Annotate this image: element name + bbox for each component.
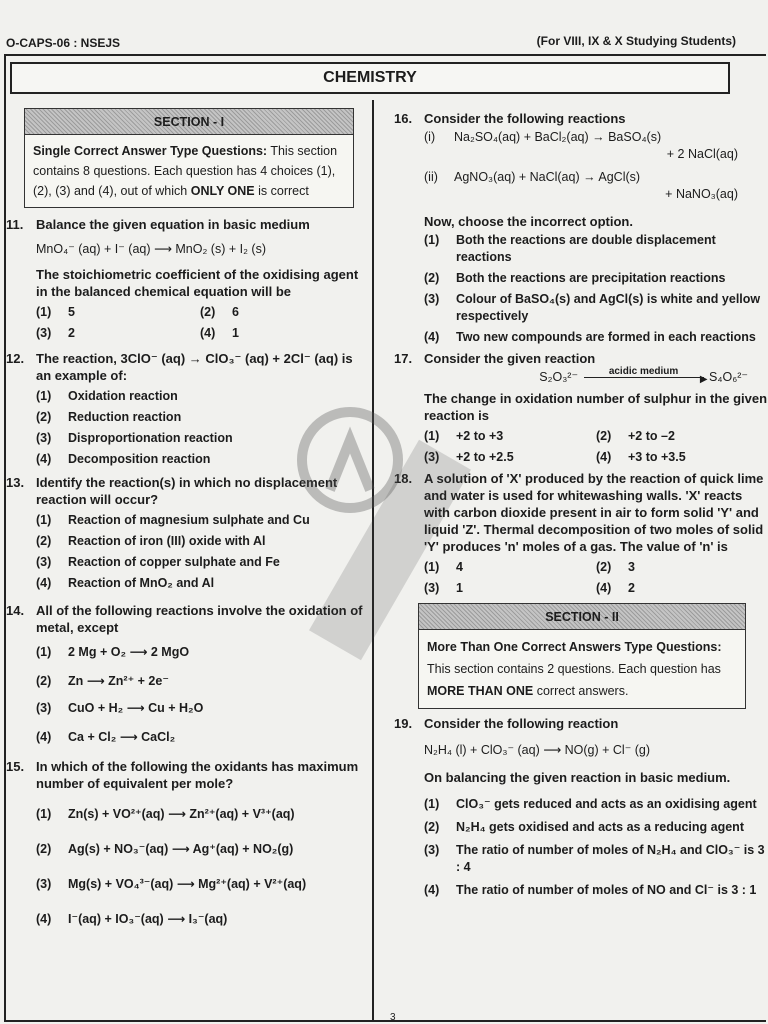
option-3[interactable] (36, 430, 364, 447)
column-divider (372, 100, 374, 1020)
question-text: All of the following reactions involve the oxidation of metal, except (36, 603, 363, 635)
option-number: (4) (596, 581, 612, 595)
option-number: (2) (200, 305, 216, 319)
reaction-continued: + NaNO₃(aq) (665, 187, 738, 201)
option-1[interactable] (424, 559, 596, 576)
subject-title: CHEMISTRY (10, 62, 730, 94)
option-text: +2 to –2 (628, 429, 675, 443)
option-text: Zn ⟶ Zn²⁺ + 2e⁻ (68, 674, 169, 688)
option-1[interactable] (36, 644, 364, 661)
option-number: (1) (36, 305, 52, 319)
option-1[interactable] (36, 304, 200, 321)
option-text: Zn(s) + VO²⁺(aq) ⟶ Zn²⁺(aq) + V³⁺(aq) (68, 807, 295, 821)
option-number: (3) (36, 326, 52, 340)
option-text: Both the reactions are precipitation reactions (456, 271, 726, 285)
arrow: acidic medium ▶ (584, 377, 704, 378)
question-14 (6, 602, 364, 746)
question-text: Consider the given reaction (424, 351, 596, 366)
option-text: Reaction of iron (III) oxide with Al (68, 534, 266, 548)
option-3[interactable] (424, 291, 768, 325)
page-number: 3 (390, 1012, 396, 1023)
reaction-text: Na₂SO₄(aq) + BaCl₂(aq) → BaSO₄(s) (454, 130, 662, 144)
option-2[interactable] (424, 270, 768, 287)
option-number: (4) (36, 576, 52, 590)
option-2[interactable] (596, 559, 768, 576)
option-text: The ratio of number of moles of N₂H₄ and ClO₃⁻ is 3 : 4 (456, 843, 765, 874)
option-text: Reaction of magnesium sulphate and Cu (68, 513, 310, 527)
option-1[interactable] (36, 806, 364, 823)
arrow-condition: acidic medium (608, 366, 679, 378)
option-2[interactable] (424, 819, 768, 836)
question-prompt: Now, choose the incorrect option. (424, 214, 633, 229)
section-1-title: SECTION - I (25, 109, 353, 135)
option-text: Reduction reaction (68, 410, 182, 424)
question-number: 14. (6, 603, 25, 618)
question-number: 17. (394, 351, 413, 366)
left-column (6, 106, 364, 928)
options (394, 428, 768, 466)
option-number: (1) (36, 807, 52, 821)
question-text: A solution of 'X' produced by the reaction of quick lime and water is used for whitewashing walls. 'X' reacts with carbon dioxide present in air to form solid 'Y' and liquid 'Z'. Thermal decomposition of two moles of solid 'Y' produces 'n' moles of a gas. The value of 'n' is (424, 471, 764, 554)
option-text: 3 (628, 560, 635, 574)
section-1-instructions (25, 135, 353, 207)
question-number: 15. (6, 759, 25, 774)
option-text: Ca + Cl₂ ⟶ CaCl₂ (68, 730, 176, 744)
option-text: 5 (68, 305, 75, 319)
option-3[interactable] (36, 700, 364, 717)
section-1-emph: ONLY ONE (190, 184, 255, 198)
option-number: (3) (36, 431, 52, 445)
option-1[interactable] (36, 388, 364, 405)
option-number: (4) (424, 883, 440, 897)
question-number: 19. (394, 716, 413, 731)
option-4[interactable] (424, 329, 768, 346)
options (6, 388, 364, 468)
section-1-desc-end: is correct (258, 184, 309, 198)
option-1[interactable] (36, 512, 364, 529)
question-17 (394, 350, 768, 466)
option-number: (3) (36, 701, 52, 715)
question-text: Consider the following reaction (424, 716, 619, 731)
reaction-ii (424, 169, 768, 203)
question-paragraph: The stoichiometric coefficient of the oxidising agent in the balanced chemical equation will be (36, 267, 359, 299)
option-text: Decomposition reaction (68, 452, 211, 466)
option-4[interactable] (36, 729, 364, 746)
equation: MnO₄⁻ (aq) + I⁻ (aq) ⟶ MnO₂ (s) + I₂ (s) (36, 242, 266, 256)
option-3[interactable] (424, 449, 596, 466)
option-number: (3) (424, 450, 440, 464)
question-13 (6, 474, 364, 592)
reactant: S₂O₃²⁻ (539, 370, 579, 384)
option-number: (1) (36, 645, 52, 659)
option-2[interactable] (36, 533, 364, 550)
question-paragraph: The change in oxidation number of sulphur in the given reaction is (424, 391, 768, 423)
option-number: (1) (424, 797, 440, 811)
question-text: Consider the following reactions (424, 111, 626, 126)
question-16 (394, 110, 768, 346)
options (6, 806, 364, 928)
option-text: N₂H₄ gets oxidised and acts as a reducing agent (456, 820, 744, 834)
question-15 (6, 758, 364, 928)
option-4[interactable] (596, 449, 768, 466)
option-number: (2) (36, 842, 52, 856)
option-text: +3 to +3.5 (628, 450, 686, 464)
option-text: CuO + H₂ ⟶ Cu + H₂O (68, 701, 204, 715)
right-column (394, 106, 768, 899)
option-1[interactable] (424, 232, 768, 266)
option-4[interactable] (596, 580, 768, 597)
option-3[interactable] (36, 554, 364, 571)
option-number: (2) (36, 674, 52, 688)
option-number: (3) (424, 581, 440, 595)
option-number: (4) (36, 452, 52, 466)
option-number: (1) (36, 389, 52, 403)
option-number: (3) (424, 843, 440, 857)
option-3[interactable] (36, 876, 364, 893)
question-paragraph: On balancing the given reaction in basic medium. (424, 770, 731, 785)
option-text: Two new compounds are formed in each reactions (456, 330, 756, 344)
option-number: (2) (596, 429, 612, 443)
exam-code: O-CAPS-06 : NSEJS (6, 36, 121, 50)
option-1[interactable] (424, 796, 768, 813)
option-4[interactable] (200, 325, 364, 342)
option-number: (4) (596, 450, 612, 464)
section-2-box (418, 603, 746, 709)
question-12 (6, 350, 364, 468)
option-text: Reaction of copper sulphate and Fe (68, 555, 280, 569)
question-18 (394, 470, 768, 597)
option-text: 4 (456, 560, 463, 574)
question-text: Identify the reaction(s) in which no displacement reaction will occur? (36, 475, 338, 507)
option-text: The ratio of number of moles of NO and Cl⁻ is 3 : 1 (456, 883, 757, 897)
option-number: (3) (36, 555, 52, 569)
options (6, 512, 364, 592)
option-number: (2) (596, 560, 612, 574)
question-11 (6, 216, 364, 342)
option-2[interactable] (596, 428, 768, 445)
section-2-emph: MORE THAN ONE (427, 684, 534, 698)
option-3[interactable] (424, 580, 596, 597)
question-number: 13. (6, 475, 25, 490)
options (394, 559, 768, 597)
options (394, 796, 768, 899)
option-number: (1) (36, 513, 52, 527)
option-text: 1 (456, 581, 463, 595)
option-1[interactable] (424, 428, 596, 445)
options (6, 304, 364, 342)
option-number: (4) (36, 912, 52, 926)
option-2[interactable] (200, 304, 364, 321)
product: S₄O₆²⁻ (709, 370, 748, 384)
option-number: (2) (36, 534, 52, 548)
audience-label: (For VIII, IX & X Studying Students) (536, 34, 736, 48)
option-text: Disproportionation reaction (68, 431, 233, 445)
question-19 (394, 715, 768, 899)
option-number: (1) (424, 429, 440, 443)
section-2-desc-end: correct answers. (536, 684, 629, 698)
option-4[interactable] (36, 911, 364, 928)
reaction-label: (ii) (424, 170, 438, 184)
option-4[interactable] (424, 882, 768, 899)
option-number: (3) (424, 292, 440, 306)
option-2[interactable] (36, 409, 364, 426)
option-number: (1) (424, 560, 440, 574)
reaction-label: (i) (424, 130, 436, 144)
option-text: +2 to +2.5 (456, 450, 514, 464)
option-text: 2 (628, 581, 635, 595)
option-3[interactable] (424, 842, 768, 876)
section-1-type: Single Correct Answer Type Questions: (33, 144, 268, 158)
option-text: +2 to +3 (456, 429, 504, 443)
option-text: 2 (68, 326, 75, 340)
option-number: (2) (424, 271, 440, 285)
option-number: (2) (424, 820, 440, 834)
equation (394, 366, 768, 386)
option-text: Reaction of MnO₂ and Al (68, 576, 215, 590)
section-1-desc: This section contains 8 questions. Each question has 4 choices (1), (2), (3) and (4), out of which (33, 144, 338, 198)
section-2-title: SECTION - II (419, 604, 745, 630)
option-text: 2 Mg + O₂ ⟶ 2 MgO (68, 645, 190, 659)
question-text: In which of the following the oxidants has maximum number of equivalent per mole? (36, 759, 359, 791)
section-2-type: More Than One Correct Answers Type Questions: (427, 640, 722, 654)
reaction-i (424, 129, 768, 163)
question-text: The reaction, 3ClO⁻ (aq) → ClO₃⁻ (aq) + 2Cl⁻ (aq) is an example of: (36, 351, 353, 383)
option-3[interactable] (36, 325, 200, 342)
section-2-desc: This section contains 2 questions. Each question has (427, 662, 721, 676)
question-number: 16. (394, 111, 413, 126)
option-text: I⁻(aq) + IO₃⁻(aq) ⟶ I₃⁻(aq) (68, 912, 228, 926)
option-text: Both the reactions are double displacement reactions (456, 233, 716, 264)
option-text: Oxidation reaction (68, 389, 178, 403)
option-number: (1) (424, 233, 440, 247)
option-2[interactable] (36, 673, 364, 690)
option-number: (3) (36, 877, 52, 891)
question-number: 18. (394, 471, 413, 486)
options (6, 644, 364, 746)
option-number: (4) (36, 730, 52, 744)
option-text: 1 (232, 326, 239, 340)
reaction-text: AgNO₃(aq) + NaCl(aq) → AgCl(s) (454, 170, 641, 184)
question-number: 12. (6, 351, 25, 366)
option-number: (4) (424, 330, 440, 344)
option-4[interactable] (36, 451, 364, 468)
question-number: 11. (6, 217, 24, 232)
equation: N₂H₄ (l) + ClO₃⁻ (aq) ⟶ NO(g) + Cl⁻ (g) (424, 743, 651, 757)
option-4[interactable] (36, 575, 364, 592)
option-text: Ag(s) + NO₃⁻(aq) ⟶ Ag⁺(aq) + NO₂(g) (68, 842, 294, 856)
options (394, 232, 768, 346)
option-text: Mg(s) + VO₄³⁻(aq) ⟶ Mg²⁺(aq) + V²⁺(aq) (68, 877, 307, 891)
question-text: Balance the given equation in basic medium (36, 217, 310, 232)
option-number: (2) (36, 410, 52, 424)
option-number: (4) (200, 326, 216, 340)
option-text: ClO₃⁻ gets reduced and acts as an oxidising agent (456, 797, 757, 811)
section-1-box (24, 108, 354, 208)
section-2-instructions (419, 630, 745, 708)
reaction-continued: + 2 NaCl(aq) (666, 147, 738, 161)
option-2[interactable] (36, 841, 364, 858)
option-text: 6 (232, 305, 239, 319)
option-text: Colour of BaSO₄(s) and AgCl(s) is white and yellow respectively (456, 292, 761, 323)
